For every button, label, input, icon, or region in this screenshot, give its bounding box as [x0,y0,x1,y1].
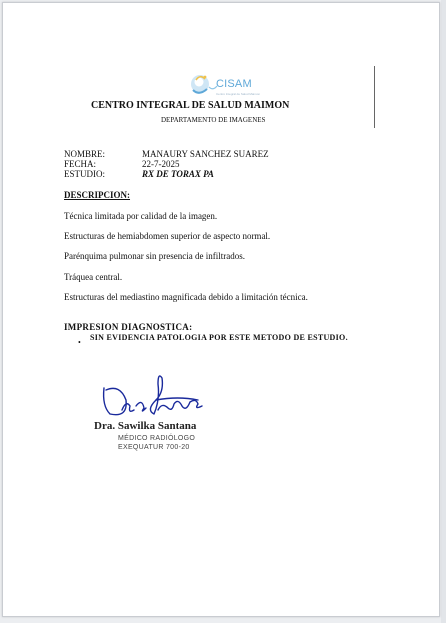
bullet-icon: • [78,338,81,347]
logo-text: CISAM [216,78,252,90]
description-line: Técnica limitada por calidad de la imagen. [64,211,218,221]
study-value: RX DE TORAX PA [142,169,214,179]
description-title: DESCRIPCION: [64,190,131,200]
description-line: Parénquima pulmonar sin presencia de infiltrados. [64,251,245,261]
viewer-scroll-gutter [441,0,446,623]
logo-subtitle: Centro Integral de Salud Maimon [216,92,261,96]
signer-license: EXEQUATUR 700-20 [118,444,190,451]
description-line: Tráquea central. [64,272,123,282]
signer-name: Dra. Sawilka Santana [94,420,197,432]
description-line: Estructuras del mediastino magnificada debido a limitación técnica. [64,292,308,302]
impression-item: SIN EVIDENCIA PATOLOGIA POR ESTE METODO DE ESTUDIO. [90,333,348,342]
header-divider [374,66,375,128]
impression-title: IMPRESION DIAGNOSTICA: [64,322,193,332]
department-name: DEPARTAMENTO DE IMAGENES [161,116,266,124]
date-label: FECHA: [64,159,97,169]
name-value: MANAURY SANCHEZ SUAREZ [142,149,269,159]
organization-name: CENTRO INTEGRAL DE SALUD MAIMON [91,100,290,111]
description-line: Estructuras de hemiabdomen superior de aspecto normal. [64,231,271,241]
signer-title: MÉDICO RADIÓLOGO [118,435,196,442]
study-label: ESTUDIO: [64,169,105,179]
handwritten-signature [98,370,208,422]
name-label: NOMBRE: [64,149,106,159]
date-value: 22-7-2025 [142,159,180,169]
